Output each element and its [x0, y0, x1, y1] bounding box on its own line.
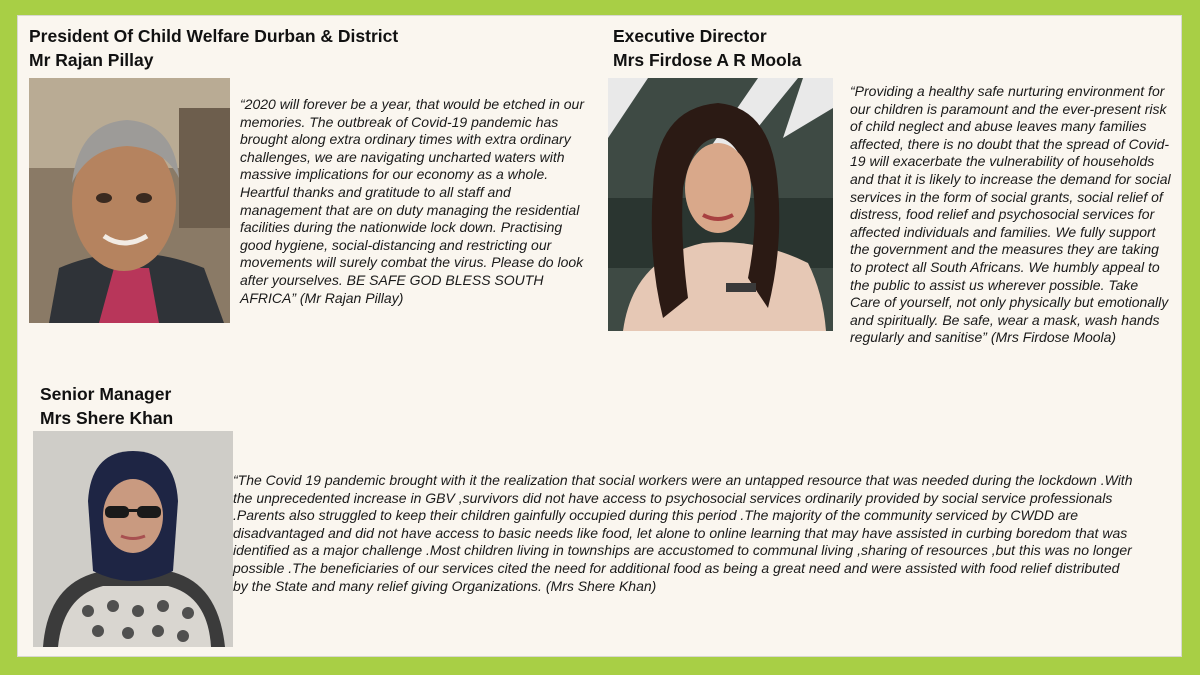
content-panel: [17, 15, 1182, 657]
manager-name: Mrs Shere Khan: [40, 408, 174, 428]
manager-quote: “The Covid 19 pandemic brought with it the realization that social workers were an untapped resource that was needed during the lockdown .With the unprecedented increase in GBV ,survivors did not have access to psychosocial services ordinarily provided by social service professionals .Parents also struggled to keep their children gainfully occupied during this period .The majority of the community serviced by CWDD are disadvantaged and did not have access to basic needs like food, let alone to online learning that may have assisted in curbing boredom that was identified as a major challenge .Most children living in townships are accustomed to communal living ,sharing of resources ,but this was no longer possible .The beneficiaries of our services cited the need for additional food as being a great need and were assisted with food relief distributed by the State and many relief giving Organizations. (Mrs Shere Khan): [233, 472, 1133, 594]
director-heading: [613, 24, 801, 72]
director-quote: “Providing a healthy safe nurturing environment for our children is paramount and the ever-present risk of child neglect and abuse leaves many families affected, there is no doubt that the spread of Covid-19 will exacerbate the vulnerability of households and that it is likely to increase the demand for social services in the form of social grants, social relief of distress, food relief and psychosocial services for affected individuals and families. We fully support the government and the measures they are taking to protect all South Africans. We humbly appeal to the public to assist us wherever possible. Take Care of yourself, not only physically but emotionally and spiritually. Be safe, wear a mask, wash hands regularly and sanitise” (Mrs Firdose Moola): [850, 83, 1171, 346]
director-title: Executive Director: [613, 26, 767, 46]
director-name: Mrs Firdose A R Moola: [613, 50, 802, 70]
president-heading: [29, 24, 398, 72]
president-title: President Of Child Welfare Durban & District: [29, 26, 399, 46]
president-photo: [29, 78, 230, 323]
manager-title: Senior Manager: [40, 384, 172, 404]
president-quote: “2020 will forever be a year, that would be etched in our memories. The outbreak of Covid-19 pandemic has brought along extra ordinary times with extra ordinary challenges, we are navigating uncharted waters with massive implications for our economy as a whole. Heartful thanks and gratitude to all staff and management that are on duty managing the residential facilities during the nationwide lock down. Practising good hygiene, social-distancing and restricting our movements will surely combat the virus. Please do look after yourselves. BE SAFE GOD BLESS SOUTH AFRICA” (Mr Rajan Pillay): [240, 96, 584, 306]
president-name: Mr Rajan Pillay: [29, 50, 154, 70]
manager-heading: [40, 382, 173, 430]
manager-photo: [33, 431, 233, 647]
director-photo: [608, 78, 833, 331]
